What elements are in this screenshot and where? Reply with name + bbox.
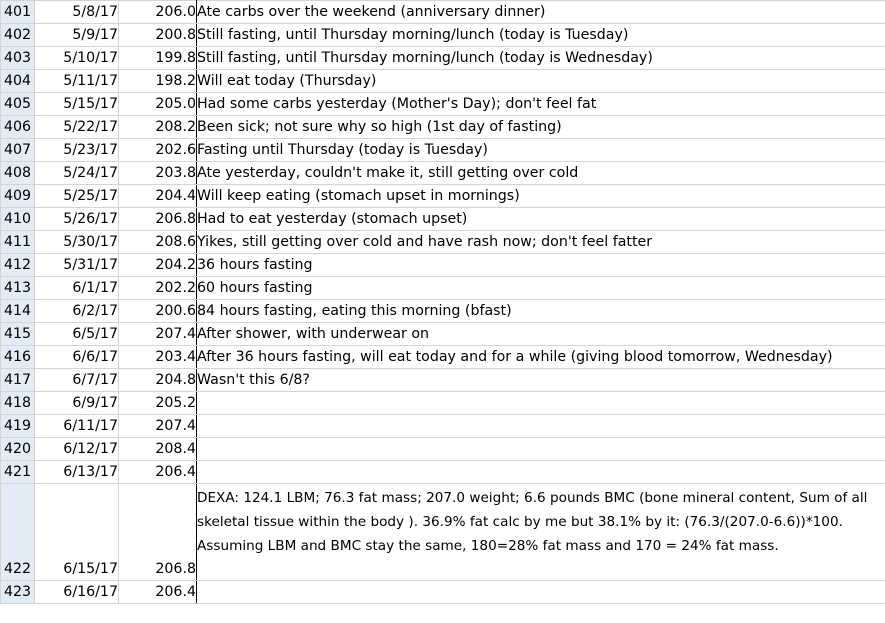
table-row [1,254,885,277]
weight-cell[interactable]: 200.8 [119,24,197,47]
note-cell[interactable]: Had to eat yesterday (stomach upset) [197,208,885,231]
table-row [1,277,885,300]
weight-cell[interactable]: 202.2 [119,277,197,300]
table-row [1,415,885,438]
weight-cell[interactable]: 207.4 [119,415,197,438]
row-header[interactable]: 418 [1,392,35,415]
row-header[interactable]: 423 [1,581,35,604]
note-cell[interactable]: Still fasting, until Thursday morning/lunch (today is Wednesday) [197,47,885,70]
row-header[interactable]: 406 [1,116,35,139]
weight-cell[interactable]: 204.2 [119,254,197,277]
row-header[interactable]: 405 [1,93,35,116]
table-row [1,1,885,24]
date-cell[interactable]: 6/15/17 [35,484,119,581]
note-cell[interactable]: DEXA: 124.1 LBM; 76.3 fat mass; 207.0 weight; 6.6 pounds BMC (bone mineral content, Sum of all skeletal tissue within the body ). 36.9% fat calc by me but 38.1% by it: (76.3/(207.0-6.6))*100. Assuming LBM and BMC stay the same, 180=28% fat mass and 170 = 24% fat mass. [197,484,885,581]
weight-cell[interactable]: 207.4 [119,323,197,346]
date-cell[interactable]: 5/22/17 [35,116,119,139]
note-cell[interactable]: Ate carbs over the weekend (anniversary dinner) [197,1,885,24]
weight-cell[interactable]: 204.8 [119,369,197,392]
weight-cell[interactable]: 198.2 [119,70,197,93]
table-row [1,461,885,484]
row-header[interactable]: 404 [1,70,35,93]
note-cell[interactable]: Fasting until Thursday (today is Tuesday) [197,139,885,162]
table-row [1,139,885,162]
weight-cell[interactable]: 205.2 [119,392,197,415]
weight-cell[interactable]: 206.4 [119,461,197,484]
date-cell[interactable]: 5/11/17 [35,70,119,93]
weight-cell[interactable]: 208.2 [119,116,197,139]
row-header[interactable]: 413 [1,277,35,300]
row-header[interactable]: 421 [1,461,35,484]
date-cell[interactable]: 6/1/17 [35,277,119,300]
weight-cell[interactable]: 203.8 [119,162,197,185]
note-cell[interactable]: Had some carbs yesterday (Mother's Day); don't feel fat [197,93,885,116]
row-header[interactable]: 401 [1,1,35,24]
row-header[interactable]: 422 [1,484,35,581]
weight-cell[interactable]: 199.8 [119,47,197,70]
weight-cell[interactable]: 206.0 [119,1,197,24]
note-cell[interactable]: After shower, with underwear on [197,323,885,346]
table-row [1,392,885,415]
table-row [1,93,885,116]
note-cell[interactable]: Still fasting, until Thursday morning/lunch (today is Tuesday) [197,24,885,47]
table-row [1,116,885,139]
date-cell[interactable]: 6/16/17 [35,581,119,604]
table-row [1,47,885,70]
date-cell[interactable]: 5/24/17 [35,162,119,185]
row-header[interactable]: 419 [1,415,35,438]
row-header[interactable]: 402 [1,24,35,47]
date-cell[interactable]: 6/12/17 [35,438,119,461]
row-header[interactable]: 412 [1,254,35,277]
date-cell[interactable]: 6/6/17 [35,346,119,369]
table-row [1,323,885,346]
weight-cell[interactable]: 203.4 [119,346,197,369]
note-cell[interactable]: 36 hours fasting [197,254,885,277]
note-cell[interactable]: Ate yesterday, couldn't make it, still getting over cold [197,162,885,185]
table-row [1,24,885,47]
row-header[interactable]: 407 [1,139,35,162]
note-cell[interactable] [197,438,885,461]
note-cell[interactable]: Will keep eating (stomach upset in mornings) [197,185,885,208]
date-cell[interactable]: 6/9/17 [35,392,119,415]
date-cell[interactable]: 6/5/17 [35,323,119,346]
weight-cell[interactable]: 208.6 [119,231,197,254]
table-row [1,300,885,323]
row-header[interactable]: 416 [1,346,35,369]
note-cell[interactable]: Wasn't this 6/8? [197,369,885,392]
note-cell[interactable]: After 36 hours fasting, will eat today and for a while (giving blood tomorrow, Wednesday) [197,346,885,369]
table-row [1,346,885,369]
date-cell[interactable]: 6/7/17 [35,369,119,392]
row-header[interactable]: 410 [1,208,35,231]
note-cell[interactable] [197,415,885,438]
row-header[interactable]: 414 [1,300,35,323]
note-cell[interactable] [197,461,885,484]
date-cell[interactable]: 5/23/17 [35,139,119,162]
grid-body [1,1,885,604]
table-row [1,162,885,185]
weight-cell[interactable]: 206.8 [119,208,197,231]
weight-cell[interactable]: 206.8 [119,484,197,581]
table-row [1,185,885,208]
row-header[interactable]: 408 [1,162,35,185]
date-cell[interactable]: 5/15/17 [35,93,119,116]
date-cell[interactable]: 5/9/17 [35,24,119,47]
note-cell[interactable]: Been sick; not sure why so high (1st day of fasting) [197,116,885,139]
date-cell[interactable]: 5/31/17 [35,254,119,277]
row-header[interactable]: 415 [1,323,35,346]
table-row [1,208,885,231]
date-cell[interactable]: 5/25/17 [35,185,119,208]
date-cell[interactable]: 6/13/17 [35,461,119,484]
date-cell[interactable]: 5/30/17 [35,231,119,254]
row-header[interactable]: 403 [1,47,35,70]
table-row [1,438,885,461]
note-cell[interactable]: Will eat today (Thursday) [197,70,885,93]
row-header[interactable]: 417 [1,369,35,392]
table-row [1,231,885,254]
note-cell[interactable] [197,392,885,415]
row-header[interactable]: 420 [1,438,35,461]
weight-cell[interactable]: 208.4 [119,438,197,461]
table-row [1,484,885,581]
date-cell[interactable]: 6/11/17 [35,415,119,438]
weight-cell[interactable]: 204.4 [119,185,197,208]
weight-cell[interactable]: 200.6 [119,300,197,323]
date-cell[interactable]: 5/26/17 [35,208,119,231]
table-row [1,70,885,93]
table-row [1,369,885,392]
note-cell[interactable]: 84 hours fasting, eating this morning (bfast) [197,300,885,323]
weight-cell[interactable]: 202.6 [119,139,197,162]
row-header[interactable]: 411 [1,231,35,254]
weight-cell[interactable]: 205.0 [119,93,197,116]
note-cell[interactable]: Yikes, still getting over cold and have rash now; don't feel fatter [197,231,885,254]
date-cell[interactable]: 5/10/17 [35,47,119,70]
date-cell[interactable]: 5/8/17 [35,1,119,24]
note-cell[interactable]: 60 hours fasting [197,277,885,300]
weight-cell[interactable]: 206.4 [119,581,197,604]
row-header[interactable]: 409 [1,185,35,208]
table-row [1,581,885,604]
date-cell[interactable]: 6/2/17 [35,300,119,323]
note-cell[interactable] [197,581,885,604]
